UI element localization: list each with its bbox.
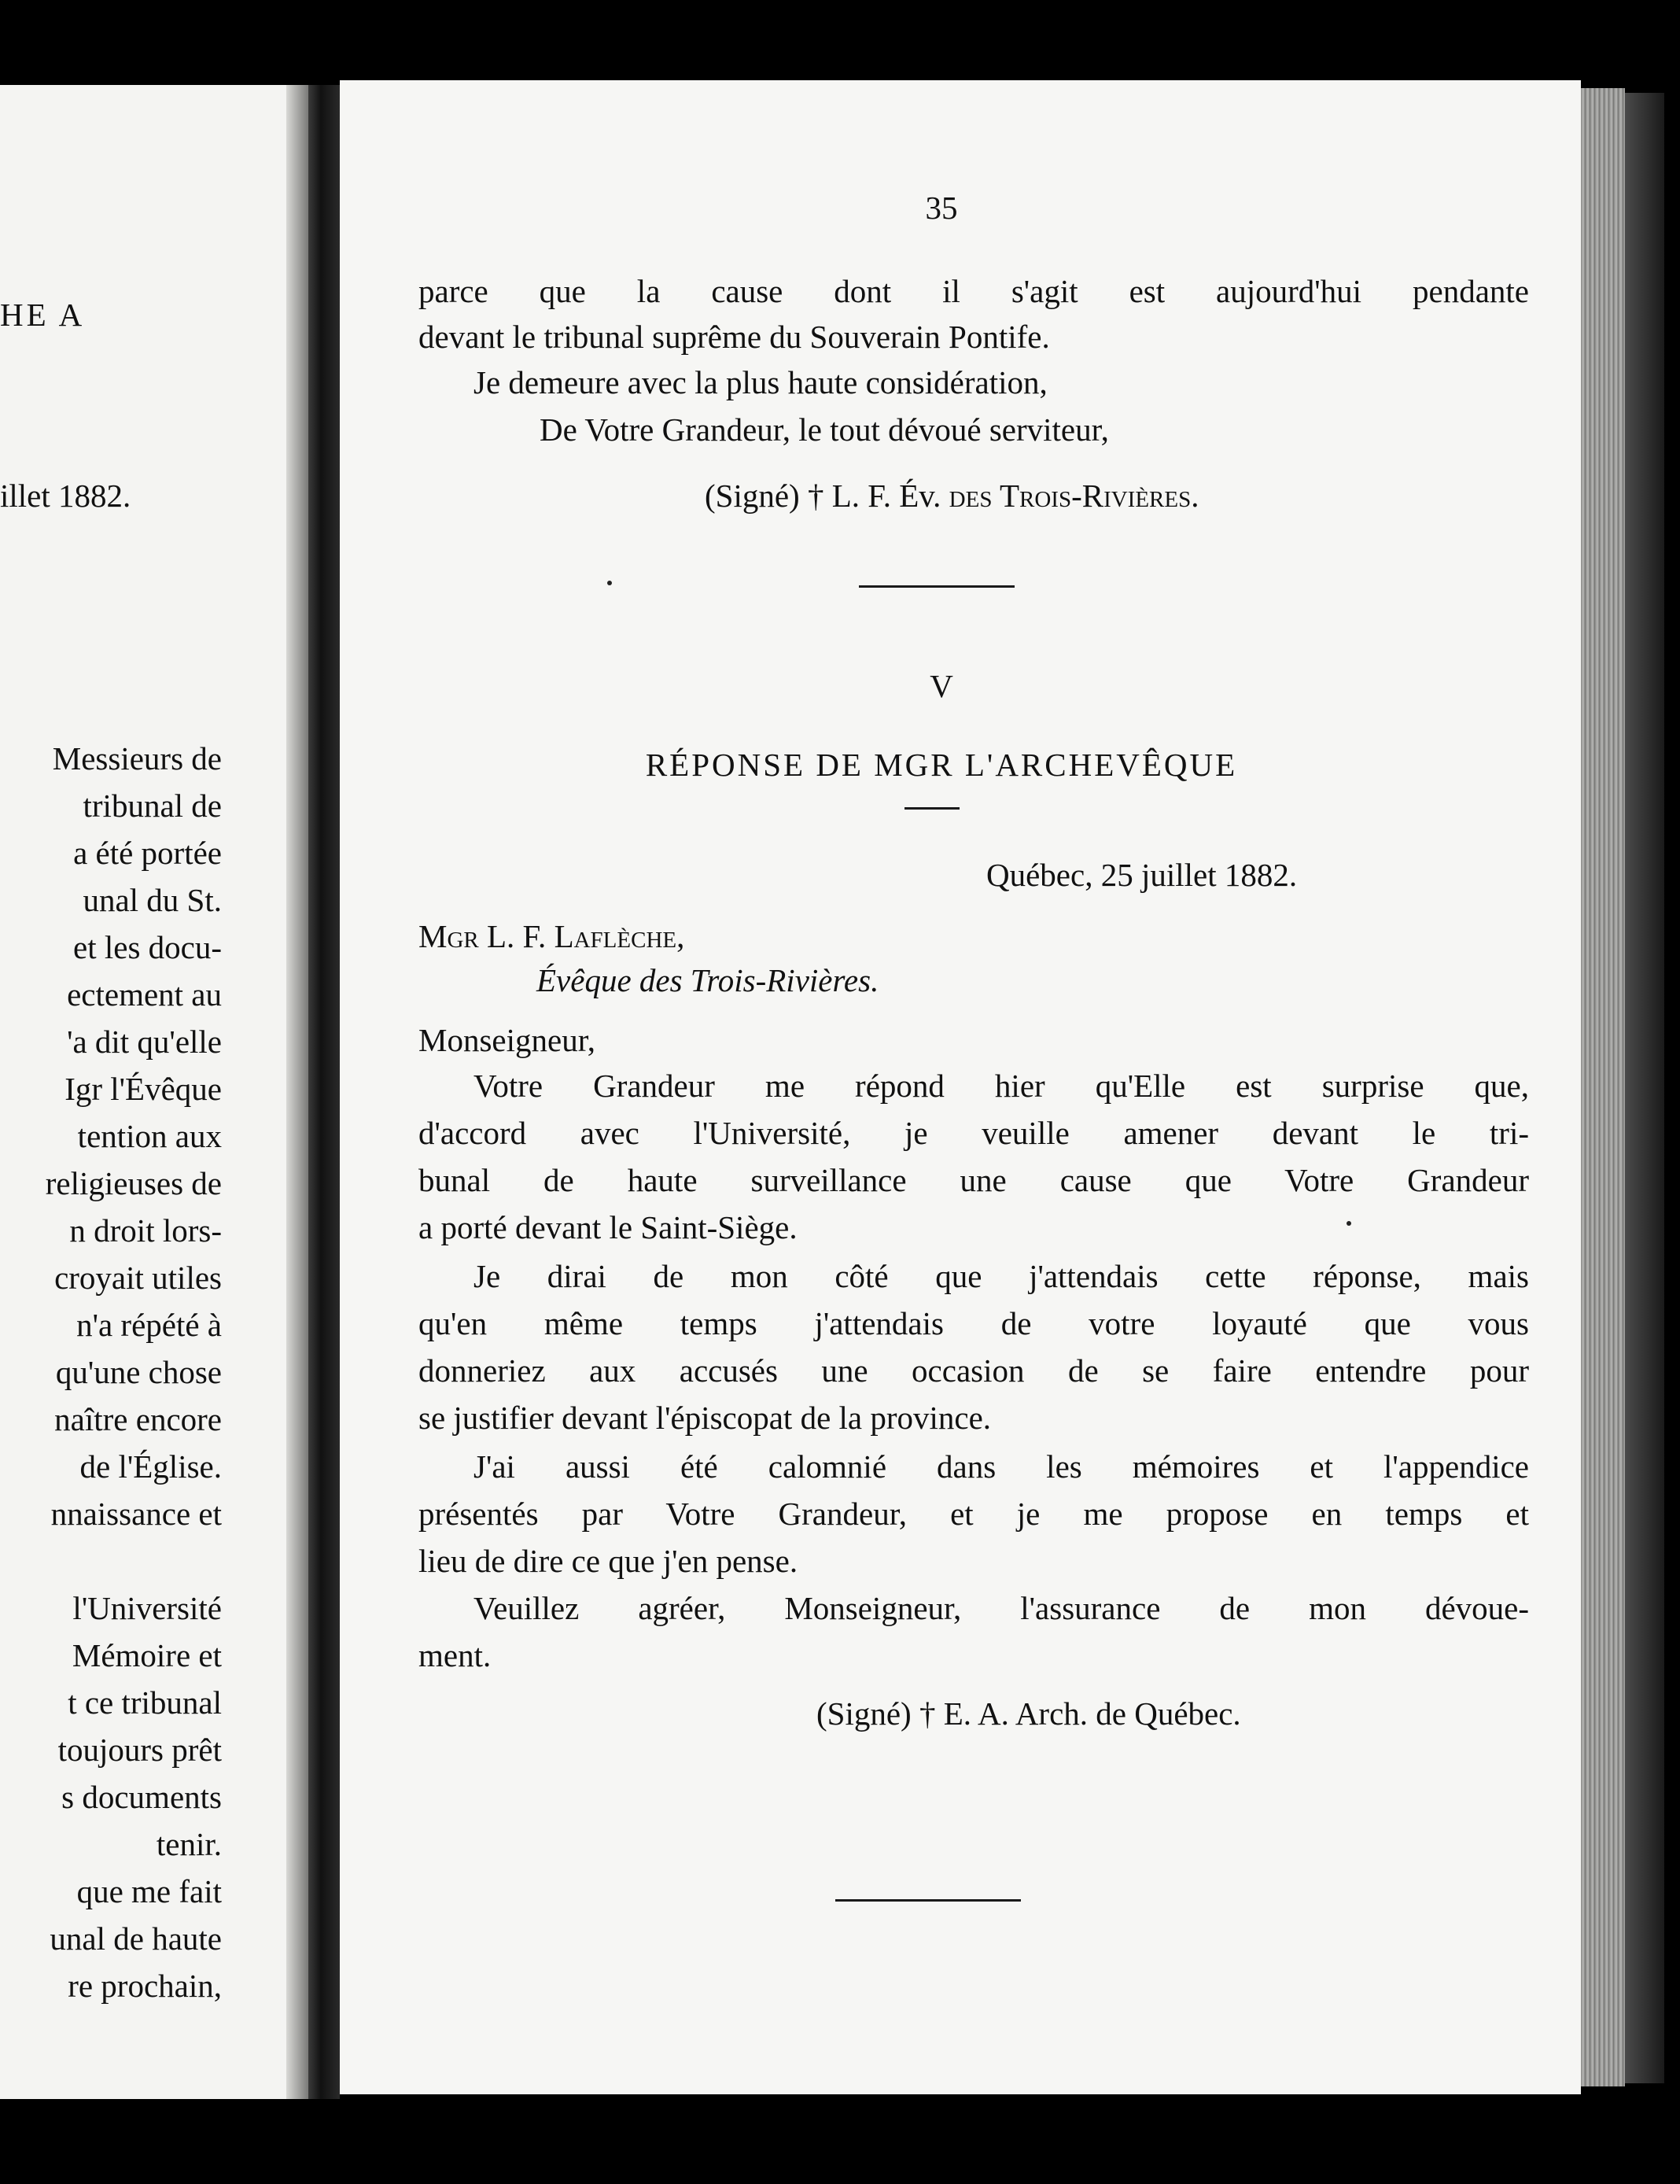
closing-formula: Je demeure avec la plus haute considération, <box>473 364 1048 400</box>
left-line: toujours prêt <box>57 1732 222 1768</box>
left-line: unal de haute <box>50 1920 222 1957</box>
left-line: Mémoire et <box>72 1637 222 1673</box>
letter-line: d'accord avec l'Université, je veuille amener devant le tri- <box>418 1115 1529 1151</box>
left-line: l'Université <box>72 1590 222 1626</box>
page-fore-edge <box>1581 88 1625 2086</box>
ink-speck <box>1347 1221 1351 1226</box>
letter-line: Je dirai de mon côté que j'attendais cette réponse, mais <box>473 1258 1529 1294</box>
left-page-edge <box>286 85 308 2099</box>
letter-line: Veuillez agréer, Monseigneur, l'assurance de mon dévoue- <box>473 1590 1529 1626</box>
left-date-fragment: illet 1882. <box>0 478 131 514</box>
closing-formula: De Votre Grandeur, le tout dévoué serviteur, <box>540 411 1109 448</box>
letter-line: donneriez aux accusés une occasion de se faire entendre pour <box>418 1352 1529 1389</box>
page-number: 35 <box>925 190 958 226</box>
signature-diocese: des Trois-Rivières. <box>949 478 1199 514</box>
left-line: 'a dit qu'elle <box>67 1024 222 1060</box>
left-line: tribunal de <box>83 788 222 824</box>
left-line: n'a répété à <box>76 1307 222 1343</box>
book-cover-edge <box>1625 93 1664 2083</box>
letter-line: se justifier devant l'épiscopat de la province. <box>418 1400 992 1436</box>
left-line: nnaissance et <box>50 1496 222 1532</box>
salutation: Monseigneur, <box>418 1022 595 1058</box>
end-divider <box>835 1899 1021 1902</box>
letter-line: qu'en même temps j'attendais de votre loyauté que vous <box>418 1305 1529 1341</box>
left-line: et les docu- <box>73 929 222 965</box>
left-line: n droit lors- <box>69 1212 222 1249</box>
left-line: Igr l'Évêque <box>64 1071 222 1107</box>
section-numeral: V <box>930 668 953 704</box>
left-line: que me fait <box>76 1873 222 1909</box>
letter-line: présentés par Votre Grandeur, et je me propose en temps et <box>418 1496 1529 1532</box>
letter-line: ment. <box>418 1637 492 1673</box>
letter-dateline: Québec, 25 juillet 1882. <box>986 857 1298 893</box>
left-line: qu'une chose <box>55 1354 222 1390</box>
addressee-title: Évêque des Trois-Rivières. <box>536 962 879 998</box>
right-page <box>340 80 1581 2094</box>
signature-bishop <box>705 480 1199 512</box>
signature-prefix: (Signé) † L. F. Év. <box>705 478 941 514</box>
left-line: tention aux <box>77 1118 222 1154</box>
left-page <box>0 85 308 2099</box>
book-gutter <box>308 85 340 2099</box>
addressee <box>418 920 684 953</box>
left-line: re prochain, <box>68 1968 222 2004</box>
letter-line: lieu de dire ce que j'en pense. <box>418 1543 798 1579</box>
addressee-prefix: Mgr L. F. <box>418 918 547 954</box>
ink-speck <box>607 581 612 585</box>
left-header-fragment: HE A <box>0 297 86 333</box>
letter-line: bunal de haute surveillance une cause que Votre Grandeur <box>418 1162 1529 1198</box>
letter-line: J'ai aussi été calomnié dans les mémoires et l'appendice <box>473 1448 1529 1485</box>
left-line: religieuses de <box>45 1165 222 1201</box>
signature-archbishop: (Signé) † E. A. Arch. de Québec. <box>816 1695 1241 1732</box>
section-divider <box>859 585 1015 588</box>
title-divider <box>904 807 960 810</box>
left-line: Messieurs de <box>52 740 222 777</box>
left-line: a été portée <box>73 835 222 871</box>
section-title: RÉPONSE DE MGR L'ARCHEVÊQUE <box>645 747 1238 783</box>
opening-line: devant le tribunal suprême du Souverain Pontife. <box>418 319 1050 355</box>
addressee-name: Laflèche, <box>554 918 685 954</box>
opening-line: parce que la cause dont il s'agit est aujourd'hui pendante <box>418 273 1529 309</box>
left-line: de l'Église. <box>79 1448 222 1485</box>
left-line: t ce tribunal <box>68 1684 222 1721</box>
letter-line: Votre Grandeur me répond hier qu'Elle est surprise que, <box>473 1068 1529 1104</box>
left-line: tenir. <box>156 1826 222 1862</box>
left-line: croyait utiles <box>54 1260 222 1296</box>
left-line: ectement au <box>67 976 222 1013</box>
left-line: unal du St. <box>83 882 222 918</box>
letter-line: a porté devant le Saint-Siège. <box>418 1209 798 1245</box>
left-line: s documents <box>61 1779 222 1815</box>
left-line: naître encore <box>54 1401 222 1437</box>
